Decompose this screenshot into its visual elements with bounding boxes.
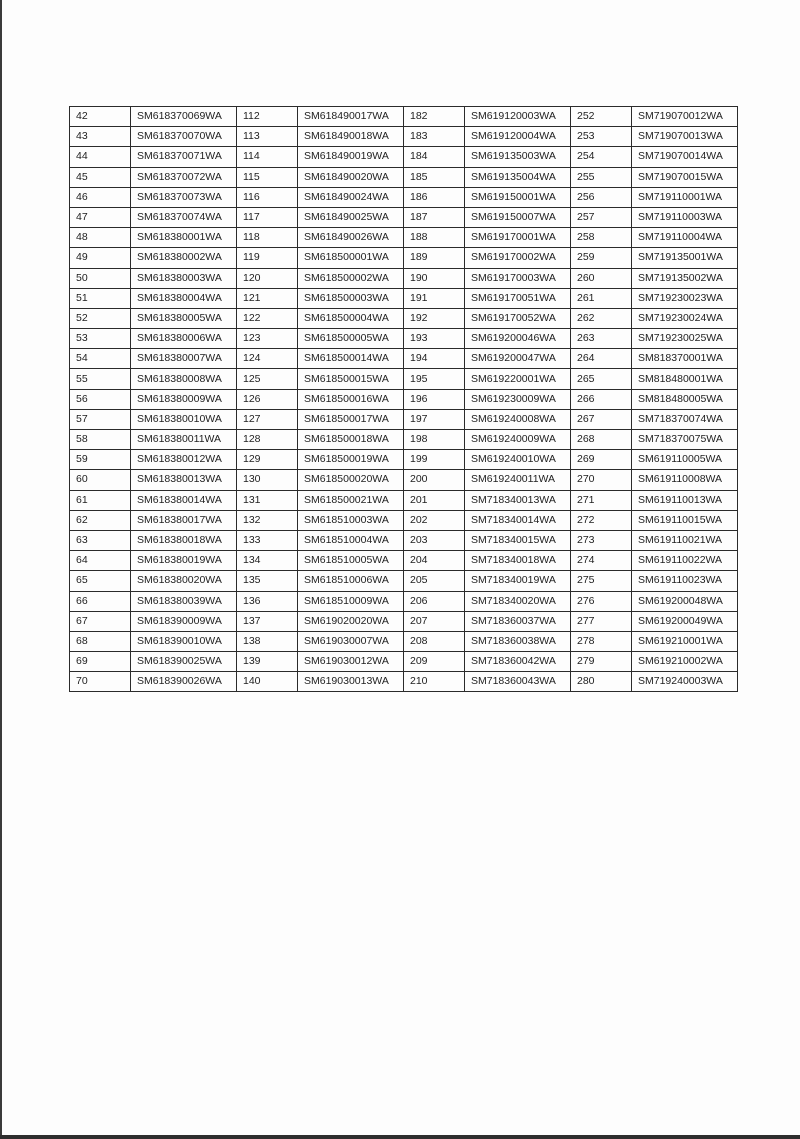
tracking-code-cell: SM618380010WA [131, 409, 237, 429]
row-number-cell: 263 [571, 329, 632, 349]
row-number-cell: 67 [70, 611, 131, 631]
tracking-code-cell: SM618500020WA [298, 470, 404, 490]
row-number-cell: 128 [237, 430, 298, 450]
tracking-code-cell: SM719070013WA [632, 127, 738, 147]
table-row [70, 530, 738, 550]
row-number-cell: 269 [571, 450, 632, 470]
tracking-code-cell: SM619210001WA [632, 631, 738, 651]
table-row [70, 652, 738, 672]
row-number-cell: 201 [404, 490, 465, 510]
row-number-cell: 266 [571, 389, 632, 409]
tracking-code-cell: SM618510003WA [298, 510, 404, 530]
tracking-code-cell: SM618490018WA [298, 127, 404, 147]
tracking-code-cell: SM718340020WA [465, 591, 571, 611]
tracking-code-cell: SM618510005WA [298, 551, 404, 571]
tracking-code-cell: SM618380002WA [131, 248, 237, 268]
tracking-code-cell: SM619240011WA [465, 470, 571, 490]
row-number-cell: 257 [571, 207, 632, 227]
tracking-code-cell: SM618510006WA [298, 571, 404, 591]
row-number-cell: 138 [237, 631, 298, 651]
row-number-cell: 209 [404, 652, 465, 672]
tracking-code-cell: SM619200048WA [632, 591, 738, 611]
row-number-cell: 42 [70, 107, 131, 127]
tracking-code-cell: SM618380018WA [131, 530, 237, 550]
table-row [70, 409, 738, 429]
table-row [70, 248, 738, 268]
row-number-cell: 120 [237, 268, 298, 288]
tracking-code-cell: SM719070012WA [632, 107, 738, 127]
tracking-code-cell: SM618500016WA [298, 389, 404, 409]
tracking-code-cell: SM619200047WA [465, 349, 571, 369]
tracking-code-cell: SM618500002WA [298, 268, 404, 288]
row-number-cell: 256 [571, 187, 632, 207]
table-row [70, 571, 738, 591]
row-number-cell: 70 [70, 672, 131, 692]
row-number-cell: 195 [404, 369, 465, 389]
tracking-code-cell: SM719230025WA [632, 329, 738, 349]
row-number-cell: 139 [237, 652, 298, 672]
tracking-code-cell: SM619030013WA [298, 672, 404, 692]
row-number-cell: 135 [237, 571, 298, 591]
tracking-code-cell: SM618370070WA [131, 127, 237, 147]
row-number-cell: 56 [70, 389, 131, 409]
tracking-code-cell: SM618370069WA [131, 107, 237, 127]
table-row [70, 127, 738, 147]
row-number-cell: 50 [70, 268, 131, 288]
row-number-cell: 54 [70, 349, 131, 369]
row-number-cell: 206 [404, 591, 465, 611]
row-number-cell: 114 [237, 147, 298, 167]
tracking-code-cell: SM618500014WA [298, 349, 404, 369]
tracking-code-cell: SM619240009WA [465, 430, 571, 450]
row-number-cell: 117 [237, 207, 298, 227]
row-number-cell: 47 [70, 207, 131, 227]
row-number-cell: 197 [404, 409, 465, 429]
tracking-code-cell: SM719070015WA [632, 167, 738, 187]
tracking-code-cell: SM618370073WA [131, 187, 237, 207]
row-number-cell: 43 [70, 127, 131, 147]
row-number-cell: 55 [70, 369, 131, 389]
row-number-cell: 190 [404, 268, 465, 288]
tracking-code-cell: SM618380001WA [131, 228, 237, 248]
tracking-code-cell: SM618490020WA [298, 167, 404, 187]
row-number-cell: 258 [571, 228, 632, 248]
table-row [70, 288, 738, 308]
tracking-code-cell: SM818480001WA [632, 369, 738, 389]
row-number-cell: 194 [404, 349, 465, 369]
table-row [70, 672, 738, 692]
tracking-code-cell: SM619150007WA [465, 207, 571, 227]
tracking-code-cell: SM618500017WA [298, 409, 404, 429]
tracking-code-cell: SM618380020WA [131, 571, 237, 591]
row-number-cell: 198 [404, 430, 465, 450]
row-number-cell: 63 [70, 530, 131, 550]
table-row [70, 591, 738, 611]
table-row [70, 329, 738, 349]
tracking-code-cell: SM718360043WA [465, 672, 571, 692]
tracking-code-cell: SM619240010WA [465, 450, 571, 470]
table-row [70, 369, 738, 389]
row-number-cell: 261 [571, 288, 632, 308]
row-number-cell: 210 [404, 672, 465, 692]
tracking-code-cell: SM719230024WA [632, 308, 738, 328]
tracking-code-cell: SM619030012WA [298, 652, 404, 672]
row-number-cell: 200 [404, 470, 465, 490]
tracking-code-cell: SM718340015WA [465, 530, 571, 550]
row-number-cell: 191 [404, 288, 465, 308]
tracking-code-cell: SM718340013WA [465, 490, 571, 510]
row-number-cell: 125 [237, 369, 298, 389]
tracking-code-cell: SM618380009WA [131, 389, 237, 409]
row-number-cell: 252 [571, 107, 632, 127]
row-number-cell: 45 [70, 167, 131, 187]
tracking-code-cell: SM619210002WA [632, 652, 738, 672]
tracking-code-cell: SM619110005WA [632, 450, 738, 470]
tracking-code-cell: SM618380019WA [131, 551, 237, 571]
row-number-cell: 254 [571, 147, 632, 167]
row-number-cell: 273 [571, 530, 632, 550]
row-number-cell: 193 [404, 329, 465, 349]
tracking-code-cell: SM619230009WA [465, 389, 571, 409]
row-number-cell: 267 [571, 409, 632, 429]
tracking-code-cell: SM618510009WA [298, 591, 404, 611]
row-number-cell: 59 [70, 450, 131, 470]
tracking-code-cell: SM619120004WA [465, 127, 571, 147]
row-number-cell: 118 [237, 228, 298, 248]
row-number-cell: 264 [571, 349, 632, 369]
row-number-cell: 271 [571, 490, 632, 510]
row-number-cell: 183 [404, 127, 465, 147]
row-number-cell: 62 [70, 510, 131, 530]
row-number-cell: 278 [571, 631, 632, 651]
tracking-code-cell: SM618380011WA [131, 430, 237, 450]
tracking-code-cell: SM618500018WA [298, 430, 404, 450]
table-row [70, 631, 738, 651]
row-number-cell: 279 [571, 652, 632, 672]
tracking-code-cell: SM719110004WA [632, 228, 738, 248]
tracking-code-cell: SM619200049WA [632, 611, 738, 631]
table-row [70, 470, 738, 490]
row-number-cell: 121 [237, 288, 298, 308]
table-row [70, 490, 738, 510]
row-number-cell: 69 [70, 652, 131, 672]
tracking-code-cell: SM619110015WA [632, 510, 738, 530]
tracking-code-cell: SM619110013WA [632, 490, 738, 510]
table-row [70, 510, 738, 530]
tracking-code-cell: SM618380005WA [131, 308, 237, 328]
row-number-cell: 253 [571, 127, 632, 147]
tracking-code-cell: SM618380012WA [131, 450, 237, 470]
row-number-cell: 185 [404, 167, 465, 187]
tracking-code-cell: SM618380006WA [131, 329, 237, 349]
tracking-code-cell: SM618380008WA [131, 369, 237, 389]
tracking-code-cell: SM618380004WA [131, 288, 237, 308]
table-row [70, 167, 738, 187]
table-row [70, 187, 738, 207]
tracking-code-cell: SM718340014WA [465, 510, 571, 530]
row-number-cell: 204 [404, 551, 465, 571]
tracking-code-cell: SM718360038WA [465, 631, 571, 651]
table-body [70, 107, 738, 692]
tracking-number-table [69, 106, 738, 692]
tracking-code-cell: SM619170052WA [465, 308, 571, 328]
tracking-code-cell: SM618380003WA [131, 268, 237, 288]
row-number-cell: 262 [571, 308, 632, 328]
row-number-cell: 116 [237, 187, 298, 207]
tracking-code-cell: SM718360042WA [465, 652, 571, 672]
row-number-cell: 202 [404, 510, 465, 530]
row-number-cell: 270 [571, 470, 632, 490]
row-number-cell: 132 [237, 510, 298, 530]
tracking-code-cell: SM619110023WA [632, 571, 738, 591]
row-number-cell: 123 [237, 329, 298, 349]
table-row [70, 389, 738, 409]
table-row [70, 107, 738, 127]
tracking-code-cell: SM619030007WA [298, 631, 404, 651]
row-number-cell: 66 [70, 591, 131, 611]
scan-bottom-edge [0, 1135, 800, 1139]
row-number-cell: 140 [237, 672, 298, 692]
row-number-cell: 189 [404, 248, 465, 268]
tracking-code-cell: SM718340018WA [465, 551, 571, 571]
tracking-code-cell: SM618390025WA [131, 652, 237, 672]
row-number-cell: 115 [237, 167, 298, 187]
row-number-cell: 49 [70, 248, 131, 268]
row-number-cell: 113 [237, 127, 298, 147]
tracking-code-cell: SM718340019WA [465, 571, 571, 591]
row-number-cell: 44 [70, 147, 131, 167]
tracking-code-cell: SM719135001WA [632, 248, 738, 268]
row-number-cell: 48 [70, 228, 131, 248]
row-number-cell: 277 [571, 611, 632, 631]
tracking-code-cell: SM618490019WA [298, 147, 404, 167]
tracking-code-cell: SM619110021WA [632, 530, 738, 550]
tracking-code-cell: SM719230023WA [632, 288, 738, 308]
table-row [70, 551, 738, 571]
row-number-cell: 199 [404, 450, 465, 470]
tracking-code-cell: SM719070014WA [632, 147, 738, 167]
tracking-code-cell: SM718360037WA [465, 611, 571, 631]
tracking-code-cell: SM618500005WA [298, 329, 404, 349]
tracking-code-cell: SM618500019WA [298, 450, 404, 470]
table-row [70, 611, 738, 631]
tracking-code-cell: SM619170002WA [465, 248, 571, 268]
row-number-cell: 131 [237, 490, 298, 510]
row-number-cell: 265 [571, 369, 632, 389]
table-row [70, 450, 738, 470]
tracking-code-cell: SM619240008WA [465, 409, 571, 429]
row-number-cell: 275 [571, 571, 632, 591]
row-number-cell: 137 [237, 611, 298, 631]
tracking-code-cell: SM618490024WA [298, 187, 404, 207]
tracking-code-cell: SM618390009WA [131, 611, 237, 631]
row-number-cell: 272 [571, 510, 632, 530]
row-number-cell: 133 [237, 530, 298, 550]
row-number-cell: 51 [70, 288, 131, 308]
row-number-cell: 64 [70, 551, 131, 571]
tracking-code-cell: SM618390010WA [131, 631, 237, 651]
tracking-code-cell: SM718370074WA [632, 409, 738, 429]
tracking-code-cell: SM618490025WA [298, 207, 404, 227]
tracking-code-cell: SM618510004WA [298, 530, 404, 550]
tracking-code-cell: SM619170003WA [465, 268, 571, 288]
tracking-code-cell: SM718370075WA [632, 430, 738, 450]
tracking-code-cell: SM619135004WA [465, 167, 571, 187]
tracking-code-cell: SM618500021WA [298, 490, 404, 510]
tracking-code-cell: SM619135003WA [465, 147, 571, 167]
row-number-cell: 119 [237, 248, 298, 268]
tracking-code-cell: SM618380017WA [131, 510, 237, 530]
tracking-code-cell: SM618500004WA [298, 308, 404, 328]
row-number-cell: 61 [70, 490, 131, 510]
row-number-cell: 260 [571, 268, 632, 288]
tracking-code-cell: SM619110008WA [632, 470, 738, 490]
tracking-code-cell: SM618380007WA [131, 349, 237, 369]
tracking-code-cell: SM618490026WA [298, 228, 404, 248]
tracking-code-cell: SM719110001WA [632, 187, 738, 207]
row-number-cell: 276 [571, 591, 632, 611]
row-number-cell: 187 [404, 207, 465, 227]
tracking-code-cell: SM618380039WA [131, 591, 237, 611]
table-row [70, 349, 738, 369]
row-number-cell: 57 [70, 409, 131, 429]
row-number-cell: 196 [404, 389, 465, 409]
row-number-cell: 280 [571, 672, 632, 692]
tracking-code-cell: SM619170051WA [465, 288, 571, 308]
row-number-cell: 53 [70, 329, 131, 349]
scan-left-edge [0, 0, 2, 1139]
table-row [70, 228, 738, 248]
tracking-code-cell: SM719135002WA [632, 268, 738, 288]
row-number-cell: 112 [237, 107, 298, 127]
tracking-code-cell: SM618380014WA [131, 490, 237, 510]
tracking-code-cell: SM618500001WA [298, 248, 404, 268]
tracking-code-cell: SM619110022WA [632, 551, 738, 571]
row-number-cell: 68 [70, 631, 131, 651]
row-number-cell: 188 [404, 228, 465, 248]
row-number-cell: 129 [237, 450, 298, 470]
row-number-cell: 124 [237, 349, 298, 369]
tracking-code-cell: SM618390026WA [131, 672, 237, 692]
row-number-cell: 186 [404, 187, 465, 207]
table-row [70, 308, 738, 328]
row-number-cell: 259 [571, 248, 632, 268]
row-number-cell: 203 [404, 530, 465, 550]
row-number-cell: 207 [404, 611, 465, 631]
tracking-code-cell: SM618370072WA [131, 167, 237, 187]
tracking-code-cell: SM619120003WA [465, 107, 571, 127]
row-number-cell: 205 [404, 571, 465, 591]
tracking-code-cell: SM818370001WA [632, 349, 738, 369]
tracking-code-cell: SM719110003WA [632, 207, 738, 227]
tracking-code-cell: SM618500015WA [298, 369, 404, 389]
tracking-code-cell: SM618370071WA [131, 147, 237, 167]
row-number-cell: 126 [237, 389, 298, 409]
tracking-code-cell: SM619020020WA [298, 611, 404, 631]
table-row [70, 430, 738, 450]
row-number-cell: 208 [404, 631, 465, 651]
tracking-code-cell: SM619170001WA [465, 228, 571, 248]
row-number-cell: 192 [404, 308, 465, 328]
tracking-code-cell: SM818480005WA [632, 389, 738, 409]
tracking-code-cell: SM618500003WA [298, 288, 404, 308]
row-number-cell: 122 [237, 308, 298, 328]
row-number-cell: 130 [237, 470, 298, 490]
tracking-code-cell: SM618370074WA [131, 207, 237, 227]
row-number-cell: 46 [70, 187, 131, 207]
row-number-cell: 58 [70, 430, 131, 450]
row-number-cell: 136 [237, 591, 298, 611]
tracking-code-cell: SM619220001WA [465, 369, 571, 389]
table-row [70, 268, 738, 288]
tracking-code-cell: SM619200046WA [465, 329, 571, 349]
row-number-cell: 255 [571, 167, 632, 187]
row-number-cell: 127 [237, 409, 298, 429]
tracking-code-cell: SM618380013WA [131, 470, 237, 490]
row-number-cell: 274 [571, 551, 632, 571]
row-number-cell: 134 [237, 551, 298, 571]
tracking-code-cell: SM719240003WA [632, 672, 738, 692]
row-number-cell: 60 [70, 470, 131, 490]
row-number-cell: 52 [70, 308, 131, 328]
row-number-cell: 65 [70, 571, 131, 591]
table-row [70, 207, 738, 227]
row-number-cell: 184 [404, 147, 465, 167]
row-number-cell: 268 [571, 430, 632, 450]
table-row [70, 147, 738, 167]
row-number-cell: 182 [404, 107, 465, 127]
tracking-code-cell: SM618490017WA [298, 107, 404, 127]
tracking-code-cell: SM619150001WA [465, 187, 571, 207]
